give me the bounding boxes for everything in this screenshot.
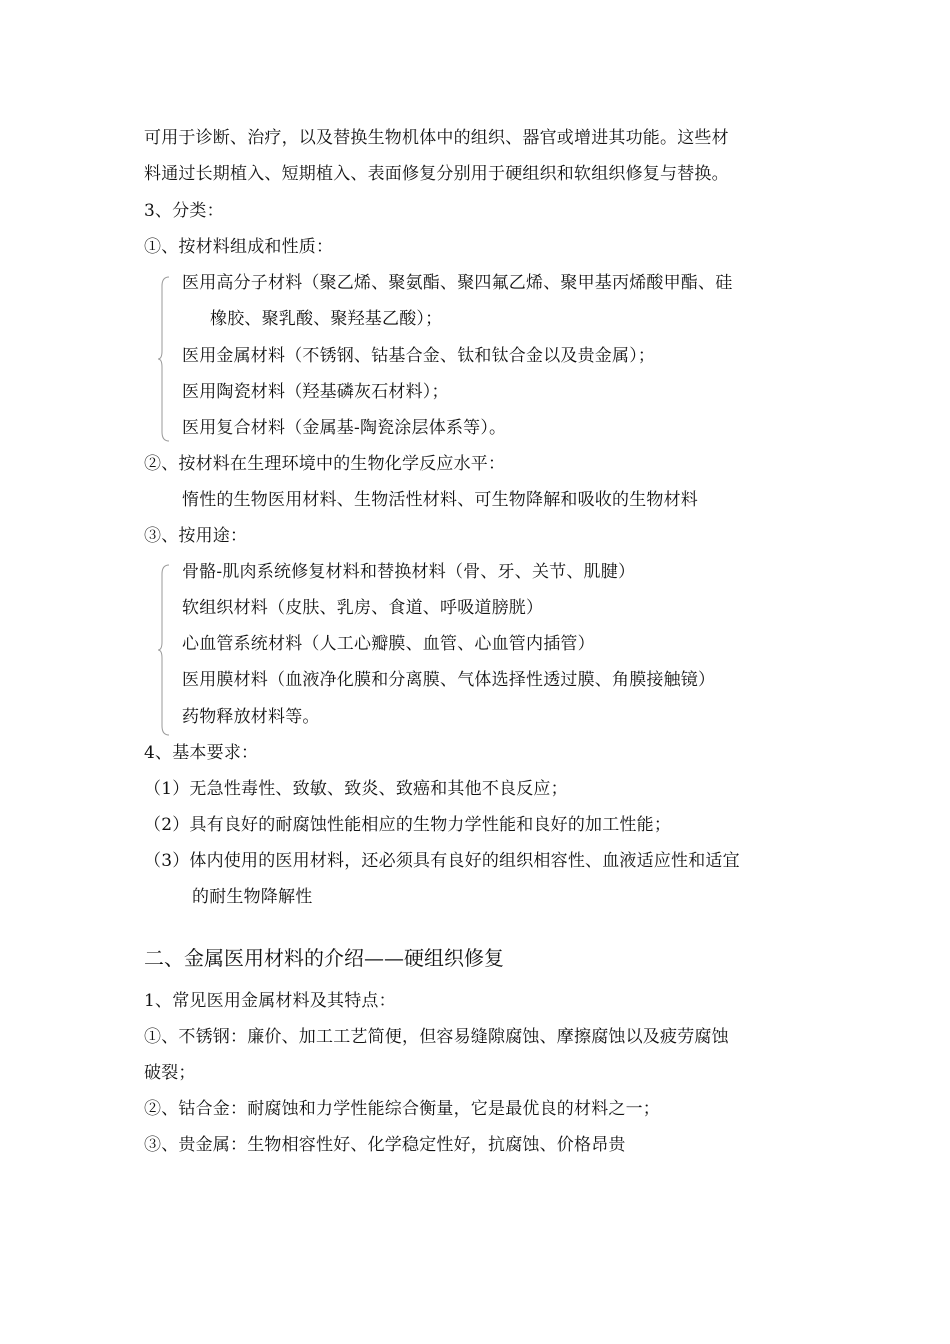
requirement-item-2: （2）具有良好的耐腐蚀性能相应的生物力学性能和良好的加工性能； xyxy=(144,815,672,835)
by-reaction-label: ②、按材料在生理环境中的生物化学反应水平： xyxy=(144,454,506,474)
composition-item-polymer-continued: 橡胶、聚乳酸、聚羟基乙酸）； xyxy=(210,309,443,329)
metal-stainless-steel-continued: 破裂； xyxy=(144,1063,196,1083)
use-item-cardiovascular: 心血管系统材料（人工心瓣膜、血管、心血管内插管） xyxy=(182,634,595,654)
composition-item-ceramic: 医用陶瓷材料（羟基磷灰石材料）； xyxy=(182,382,449,402)
left-brace-composition xyxy=(157,276,171,442)
composition-item-polymer: 医用高分子材料（聚乙烯、聚氨酯、聚四氟乙烯、聚甲基丙烯酸甲酯、硅 xyxy=(182,273,733,293)
by-reaction-text: 惰性的生物医用材料、生物活性材料、可生物降解和吸收的生物材料 xyxy=(182,490,698,510)
use-item-drug-release: 药物释放材料等。 xyxy=(182,707,320,727)
requirement-item-3: （3）体内使用的医用材料，还必须具有良好的组织相容性、血液适应性和适宜 xyxy=(144,851,740,871)
section-2-subheading: 1、常见医用金属材料及其特点： xyxy=(144,991,396,1011)
composition-item-metal: 医用金属材料（不锈钢、钴基合金、钛和钛合金以及贵金属）； xyxy=(182,346,656,366)
requirements-heading: 4、基本要求： xyxy=(144,743,259,763)
classification-heading: 3、分类： xyxy=(144,201,224,221)
section-2-title: 二、金属医用材料的介绍——硬组织修复 xyxy=(144,946,504,970)
use-item-membrane: 医用膜材料（血液净化膜和分离膜、气体选择性透过膜、角膜接触镜） xyxy=(182,670,716,690)
use-item-musculoskeletal: 骨骼-肌肉系统修复材料和替换材料（骨、牙、关节、肌腱） xyxy=(182,562,636,582)
requirement-item-1: （1）无急性毒性、致敏、致炎、致癌和其他不良反应； xyxy=(144,779,568,799)
metal-stainless-steel: ①、不锈钢：廉价、加工工艺简便，但容易缝隙腐蚀、摩擦腐蚀以及疲劳腐蚀 xyxy=(144,1027,729,1047)
by-use-label: ③、按用途： xyxy=(144,526,248,546)
metal-noble-metal: ③、贵金属：生物相容性好、化学稳定性好，抗腐蚀、价格昂贵 xyxy=(144,1135,626,1155)
by-composition-label: ①、按材料组成和性质： xyxy=(144,237,334,257)
intro-line-1: 可用于诊断、治疗，以及替换生物机体中的组织、器官或增进其功能。这些材 xyxy=(144,128,729,148)
metal-cobalt-alloy: ②、钴合金：耐腐蚀和力学性能综合衡量，它是最优良的材料之一； xyxy=(144,1099,660,1119)
left-brace-use xyxy=(157,564,171,736)
composition-item-composite: 医用复合材料（金属基-陶瓷涂层体系等）。 xyxy=(182,418,507,438)
intro-line-2: 料通过长期植入、短期植入、表面修复分别用于硬组织和软组织修复与替换。 xyxy=(144,164,729,184)
use-item-soft-tissue: 软组织材料（皮肤、乳房、食道、呼吸道膀胱） xyxy=(182,598,544,618)
requirement-item-3-continued: 的耐生物降解性 xyxy=(192,887,313,907)
